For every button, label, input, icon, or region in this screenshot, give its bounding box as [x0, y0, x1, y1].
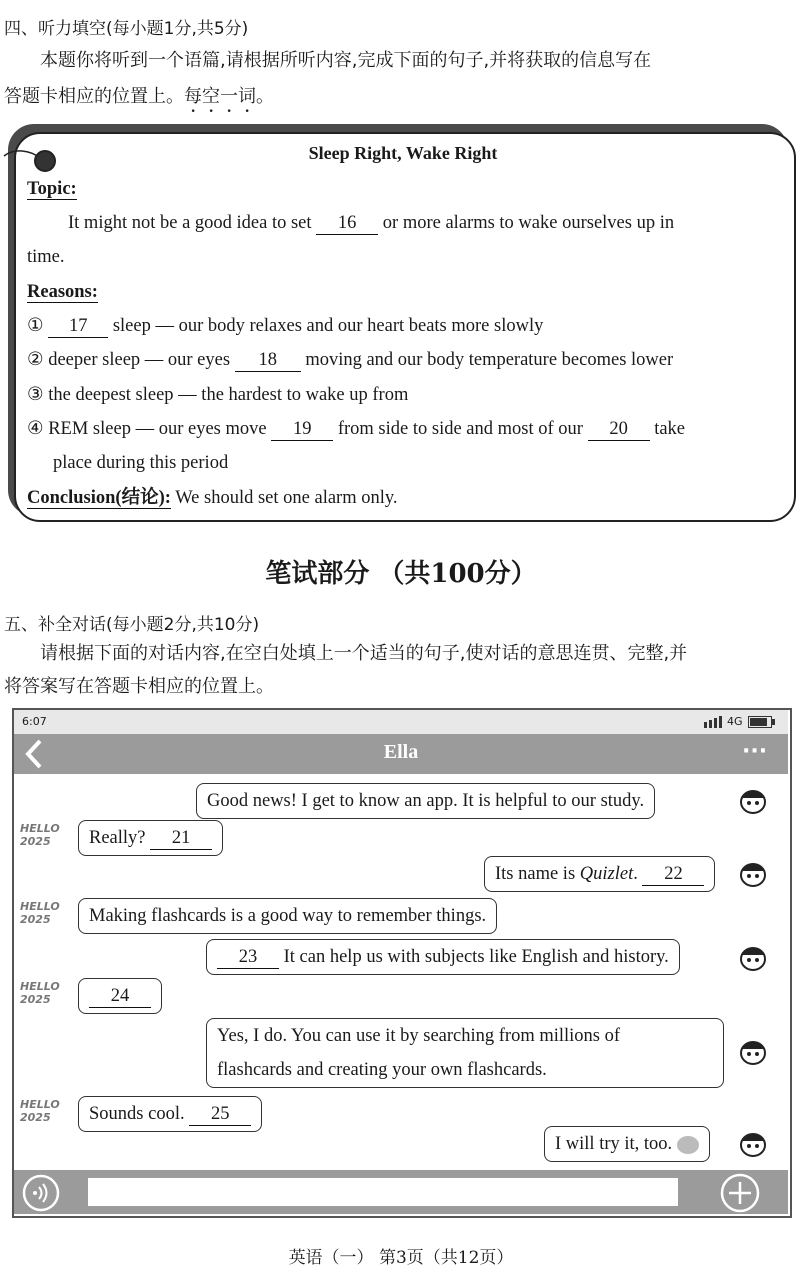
avatar-left-logo: HELLO 2025	[20, 980, 60, 1006]
conclusion-label: Conclusion(结论):	[27, 488, 171, 508]
section4-instruction-line1: 本题你将听到一个语篇,请根据所听内容,完成下面的句子,并将获取的信息写在	[40, 50, 652, 71]
reason-text-b: from side to side and most of our	[337, 419, 583, 439]
message-bubble-right	[206, 1018, 724, 1088]
avatar-right-icon	[738, 942, 768, 972]
reason-number: ②	[27, 350, 44, 370]
reason-number: ③	[27, 385, 44, 405]
blank-17: 17	[48, 315, 108, 338]
conclusion-text: We should set one alarm only.	[175, 488, 398, 508]
reason-text-a: REM sleep — our eyes move	[48, 419, 267, 439]
message-text-line2: flashcards and creating your own flashcards.	[217, 1060, 547, 1080]
instruction-period: 。	[256, 86, 274, 107]
reason-text-b: moving and our body temperature becomes lower	[305, 350, 674, 370]
reason-text-c: take	[654, 419, 685, 439]
blank-19: 19	[271, 418, 333, 441]
emoji-icon	[677, 1136, 699, 1154]
contact-name: Ella	[383, 741, 419, 763]
topic-label	[27, 172, 77, 206]
card-title: Sleep Right, Wake Right	[308, 143, 498, 163]
topic-line	[68, 206, 786, 240]
reasons-label	[27, 275, 98, 309]
topic-text-b: or more alarms to wake ourselves up in	[382, 213, 675, 233]
battery-icon	[748, 716, 776, 731]
blank-22: 22	[642, 863, 704, 886]
message-bubble-right	[206, 939, 680, 975]
message-bubble-right	[196, 783, 655, 819]
avatar-right-icon	[738, 1128, 768, 1158]
section5-instruction-line2: 将答案写在答题卡相应的位置上。	[4, 676, 274, 697]
reason-text: the deepest sleep — the hardest to wake up from	[48, 385, 409, 405]
reason-4	[27, 412, 685, 446]
message-bubble-left	[78, 978, 162, 1014]
blank-25: 25	[189, 1103, 251, 1126]
signal-icon	[704, 716, 726, 731]
message-text: Good news! I get to know an app. It is helpful to our study.	[207, 791, 645, 811]
reason-2	[27, 343, 673, 377]
reason-text: sleep — our body relaxes and our heart beats more slowly	[112, 316, 544, 336]
blank-16: 16	[316, 212, 378, 235]
reason-4-line2: place during this period	[53, 453, 229, 473]
message-text: Its name is	[495, 864, 576, 884]
reason-3	[27, 378, 408, 412]
plus-icon[interactable]	[720, 1173, 760, 1217]
avatar-right-icon	[738, 858, 768, 888]
topic-label-text: Topic:	[27, 179, 77, 199]
avatar-right-icon	[738, 1036, 768, 1066]
app-name: Quizlet	[579, 864, 634, 884]
message-text: It can help us with subjects like English and history.	[283, 947, 669, 967]
message-input[interactable]	[88, 1178, 678, 1206]
topic-text-a: It might not be a good idea to set	[68, 213, 312, 233]
avatar-left-logo: HELLO 2025	[20, 900, 60, 926]
voice-icon[interactable]	[22, 1174, 60, 1216]
topic-line-2: time.	[27, 247, 65, 267]
chat-title-bar	[14, 734, 788, 774]
status-time: 6:07	[22, 715, 47, 728]
blank-21: 21	[150, 827, 212, 850]
network-label: 4G	[727, 715, 743, 728]
blank-23: 23	[217, 946, 279, 969]
message-text: Making flashcards is a good way to remember things.	[89, 906, 487, 926]
section4-title: 四、听力填空(每小题1分,共5分)	[4, 19, 249, 39]
blank-18: 18	[235, 349, 301, 372]
written-section-title: 笔试部分 （共100分）	[265, 559, 537, 589]
message-bubble-left	[78, 898, 497, 934]
message-text: I will try it, too.	[555, 1134, 673, 1154]
message-bubble-left	[78, 820, 223, 856]
section5-instruction-line1: 请根据下面的对话内容,在空白处填上一个适当的句子,使对话的意思连贯、完整,并	[40, 643, 688, 664]
message-bubble-right	[544, 1126, 710, 1162]
message-period: .	[633, 864, 638, 884]
reason-1	[27, 309, 543, 343]
message-text-line1: Yes, I do. You can use it by searching from millions of	[217, 1026, 621, 1046]
blank-24: 24	[89, 985, 151, 1008]
message-text: Sounds cool.	[89, 1104, 185, 1124]
status-bar	[14, 710, 788, 734]
blank-20: 20	[588, 418, 650, 441]
reason-text-a: deeper sleep — our eyes	[48, 350, 231, 370]
emphasis-text: 每空一词	[184, 86, 256, 107]
avatar-right-icon	[738, 785, 768, 815]
instruction-text: 答题卡相应的位置上。	[4, 86, 184, 107]
page-footer: 英语（一） 第3页（共12页）	[288, 1248, 514, 1268]
message-bubble-left	[78, 1096, 262, 1132]
reasons-label-text: Reasons:	[27, 282, 98, 302]
reason-number: ①	[27, 316, 44, 336]
message-text: Really?	[89, 828, 146, 848]
chat-input-bar	[14, 1170, 788, 1214]
more-options-icon[interactable]: ···	[742, 739, 768, 764]
reason-number: ④	[27, 419, 44, 439]
message-bubble-right	[484, 856, 715, 892]
conclusion	[27, 481, 398, 515]
avatar-left-logo: HELLO 2025	[20, 1098, 60, 1124]
section5-title: 五、补全对话(每小题2分,共10分)	[4, 615, 260, 635]
avatar-left-logo: HELLO 2025	[20, 822, 60, 848]
section4-instruction-line2	[4, 80, 800, 117]
